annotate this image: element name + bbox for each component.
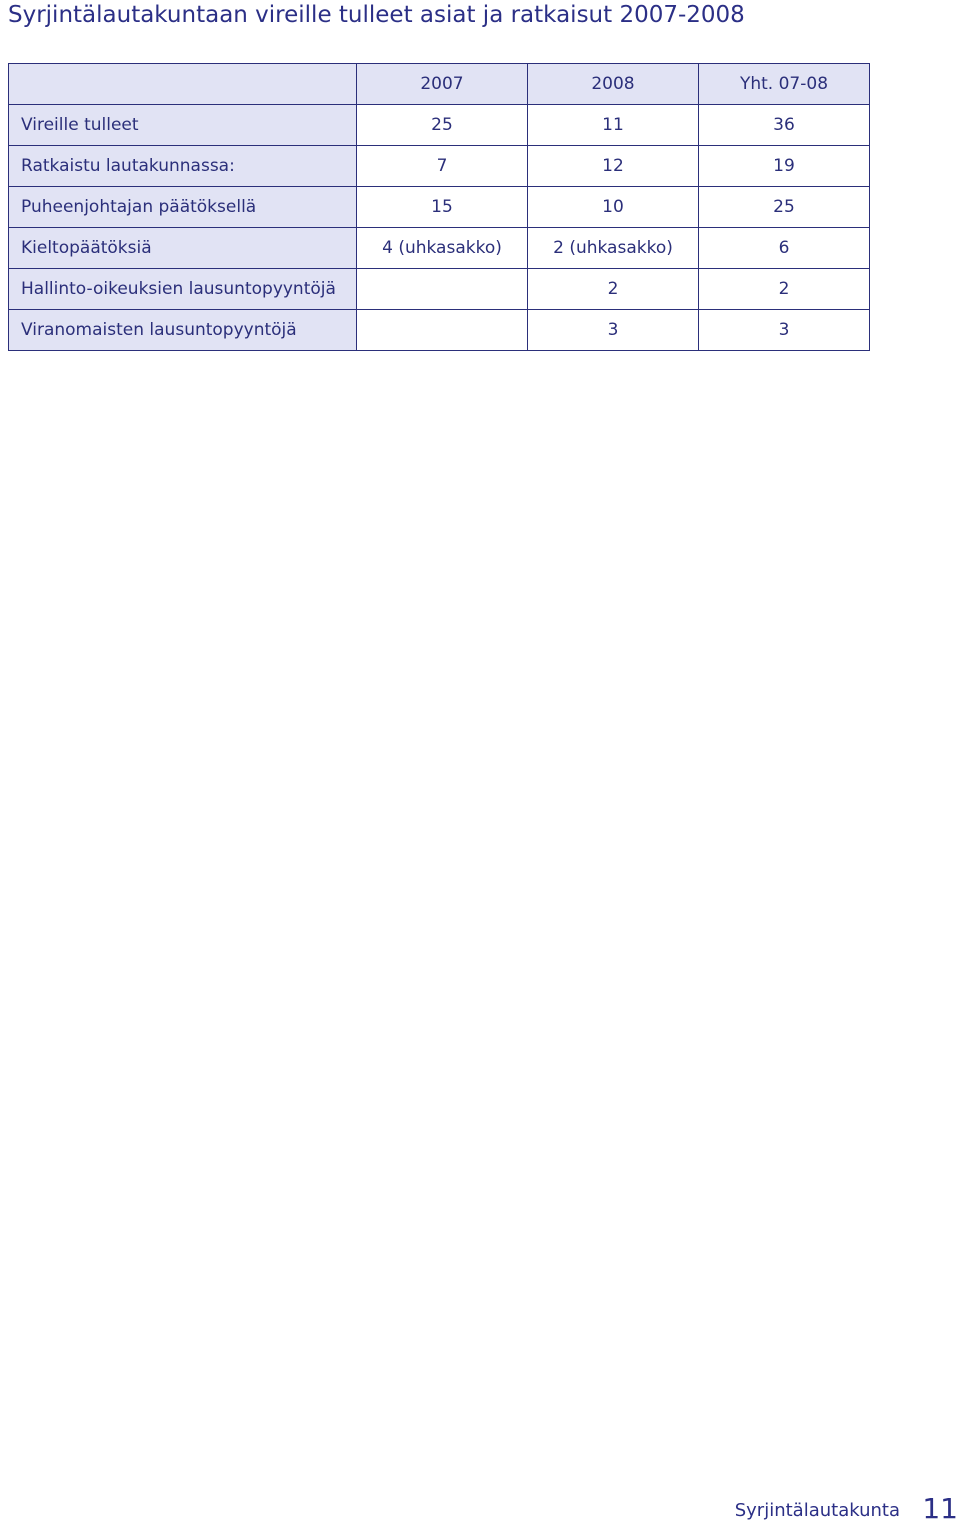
- row-label: Viranomaisten lausuntopyyntöjä: [9, 310, 357, 351]
- table-row: [9, 228, 870, 269]
- statistics-table: [8, 63, 870, 351]
- page-number: 11: [922, 1492, 958, 1525]
- row-label: Kieltopäätöksiä: [9, 228, 357, 269]
- cell-total: 25: [699, 187, 870, 228]
- table-row: [9, 269, 870, 310]
- cell-total: 36: [699, 105, 870, 146]
- cell-total: 2: [699, 269, 870, 310]
- cell-2008: 10: [528, 187, 699, 228]
- cell-total: 3: [699, 310, 870, 351]
- cell-2007: 25: [357, 105, 528, 146]
- cell-2008: 2 (uhkasakko): [528, 228, 699, 269]
- cell-2007: 4 (uhkasakko): [357, 228, 528, 269]
- cell-2007: 15: [357, 187, 528, 228]
- header-2007: 2007: [357, 64, 528, 105]
- row-label: Ratkaistu lautakunnassa:: [9, 146, 357, 187]
- cell-total: 6: [699, 228, 870, 269]
- cell-2007: 7: [357, 146, 528, 187]
- cell-2008: 11: [528, 105, 699, 146]
- cell-2007: [357, 269, 528, 310]
- cell-total: 19: [699, 146, 870, 187]
- cell-2008: 12: [528, 146, 699, 187]
- page-title: Syrjintälautakuntaan vireille tulleet asiat ja ratkaisut 2007-2008: [8, 2, 745, 28]
- header-empty: [9, 64, 357, 105]
- row-label: Hallinto-oikeuksien lausuntopyyntöjä: [9, 269, 357, 310]
- cell-2008: 3: [528, 310, 699, 351]
- row-label: Puheenjohtajan päätöksellä: [9, 187, 357, 228]
- header-2008: 2008: [528, 64, 699, 105]
- table-header-row: [9, 64, 870, 105]
- cell-2008: 2: [528, 269, 699, 310]
- cell-2007: [357, 310, 528, 351]
- table-row: [9, 310, 870, 351]
- table-row: [9, 187, 870, 228]
- footer-label: Syrjintälautakunta: [734, 1500, 900, 1521]
- table-row: [9, 105, 870, 146]
- row-label: Vireille tulleet: [9, 105, 357, 146]
- table-row: [9, 146, 870, 187]
- header-total: Yht. 07-08: [699, 64, 870, 105]
